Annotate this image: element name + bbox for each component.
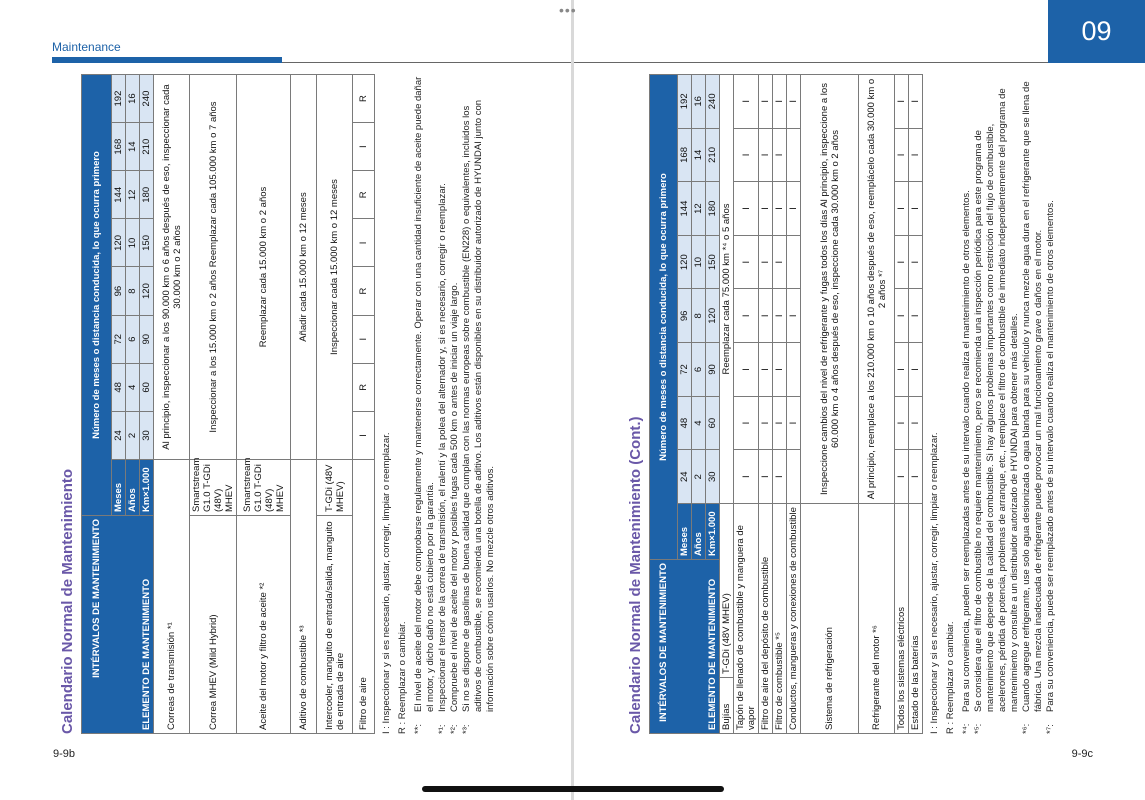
span-text: Reemplazar cada 75.000 km *⁴ o 5 años xyxy=(720,75,734,504)
engine-label: T-GDi (48V MHEV) xyxy=(720,504,734,678)
span-text: Inspeccionar a los 15.000 km o 2 años Reemplazar cada 105.000 km o 7 años xyxy=(190,75,237,460)
rotated-content-right xyxy=(626,74,1101,734)
header-accent-bar xyxy=(52,57,282,63)
more-options-icon[interactable]: ••• xyxy=(559,2,577,18)
item-label: Aditivo de combustible *³ xyxy=(291,460,317,734)
footnote: *³: Si no se dispone de gasolinas de buena calidad que cumplan con las normas europeas sobre combustible (EN228) o equivalentes, incluidos los aditivos de combustible, se recomienda una botella de aditivo. Los aditivos están disponibles en su distribuidor autorizado de HYUNDAI junto con información sobre cómo usarlos. No mezcle otros aditivos. xyxy=(461,99,496,734)
corner-header-bottom: ELEMENTO DE MANTENIMIENTO xyxy=(112,516,154,734)
item-label: Conductos, mangueras y conexiones de combustible xyxy=(787,504,801,734)
footnote: *⁴: Para su conveniencia, pueden ser reemplazadas antes de su intervalo cuando realiza el mantenimiento de otros elementos. xyxy=(961,190,972,734)
table-row: Estado de las baterías I I I I I I I I xyxy=(909,75,923,734)
footnote: *¹: Inspeccionar el tensor de la correa de transmisión, el ralentí y la polea del alternador y, si es necesario, corregir o reemplazar. xyxy=(437,183,448,734)
legend-inspect: I : Inspeccionar y si es necesario, ajustar, corregir, limpiar o reemplazar. xyxy=(381,432,392,734)
page-number-right: 9-9c xyxy=(1071,748,1093,760)
section-header: Maintenance xyxy=(52,40,121,54)
km-row: Km×1.000 30 60 90 120 150 180 210 240 xyxy=(140,75,154,734)
home-indicator[interactable] xyxy=(422,786,724,792)
engine-label: T-GDi (48V MHEV) xyxy=(317,460,353,516)
span-text: Reemplazar cada 15.000 km o 2 años xyxy=(237,75,291,460)
legend-inspect: I : Inspeccionar y si es necesario, ajustar, corregir, limpiar o reemplazar. xyxy=(929,432,940,734)
span-text: Al principio, reemplace a los 210.000 km o 10 años después de eso, reemplácelo cada 30.000 km o 2 años *⁷ xyxy=(859,75,895,504)
row-label: Meses xyxy=(678,504,692,560)
header-rule xyxy=(573,62,1049,63)
table-row: Filtro de aire del depósito de combustible I I I I I I I I xyxy=(759,75,773,734)
rotated-content-left xyxy=(58,74,518,734)
corner-header-top: INTÉRVALOS DE MANTENIMIENTO xyxy=(650,560,678,734)
span-text: Añadir cada 15.000 km o 12 meses xyxy=(291,75,317,460)
table-row xyxy=(720,75,734,734)
item-label: Correas de transmisión *¹ xyxy=(154,460,190,734)
item-label: Filtro de combustible *⁵ xyxy=(773,504,787,734)
km-row: Km×1.000 30 60 90 120 150 180 210 240 xyxy=(706,75,720,734)
footnote: *⁵: Se considera que el filtro de combustible no requiere mantenimiento, pero se recomienda una inspección periódica para este programa de mantenimiento que depende de la calidad del combustible. Si hay algunos problemas importantes como restricción del flujo de combustible, acelerones, pérdida de potencia, problemas de arranque, etc., reemplace el filtro de combustible de inmediato independientemente del programa de mantenimiento y consulte a un distribuidor autorizado de HYUNDAI para obtener más detalles. xyxy=(973,88,1020,734)
row-label: Meses xyxy=(112,460,126,516)
item-label: Todos los sistemas eléctricos xyxy=(895,504,909,734)
footnotes xyxy=(381,74,497,734)
footnote: *²: Compruebe el nivel de aceite del motor y posibles fugas cada 500 km o antes de iniciar un viaje largo. xyxy=(449,282,460,734)
footnote: *⁷: Para su conveniencia, puede ser reemplazado antes de su intervalo cuando realiza el mantenimiento de otros elementos. xyxy=(1045,200,1056,734)
chapter-tab: 09 xyxy=(1048,0,1145,63)
table-row: Filtro de combustible *⁵ I I I I I I I I xyxy=(773,75,787,734)
item-label: Refrigerante del motor *⁶ xyxy=(859,504,895,734)
schedule-title: Calendario Normal de Mantenimiento (Cont.) xyxy=(627,416,644,734)
years-row: Años 2 4 6 8 10 12 14 16 xyxy=(692,75,706,734)
item-label: Sistema de refrigeración xyxy=(801,504,859,734)
header-rule xyxy=(282,62,572,63)
interval-header: Número de meses o distancia conducida, lo que ocurra primero xyxy=(82,75,112,516)
engine-label: Smartstream G1.0 T-GDi (48V) MHEV xyxy=(190,460,237,516)
item-label: Tapón de llenado de combustible y manguera de vapor xyxy=(734,504,759,734)
table-row xyxy=(291,75,317,734)
corner-header-top: INTÉRVALOS DE MANTENIMIENTO xyxy=(82,516,112,734)
span-text: Inspeccione cambios del nivel de refrigerante y fugas todos los días Al principio, inspeccione a los 60.000 km o 4 años después de eso, inspeccione cada 30.000 km o 2 años xyxy=(801,75,859,504)
table-row xyxy=(317,75,353,734)
item-label: Correa MHEV (Mild Hybrid) xyxy=(190,516,237,734)
table-row xyxy=(190,75,237,734)
corner-header-bottom: ELEMENTO DE MANTENIMIENTO xyxy=(678,560,720,734)
page-number-left: 9-9b xyxy=(53,748,76,760)
footnotes xyxy=(929,74,1057,734)
item-label: Intercooler, manguito de entrada/salida, manguito de entrada de aire xyxy=(317,516,353,734)
interval-header: Número de meses o distancia conducida, lo que ocurra primero xyxy=(650,75,678,560)
book-spine xyxy=(571,0,574,800)
item-label: Bujías xyxy=(720,678,734,734)
table-row: Tapón de llenado de combustible y manguera de vapor I I I I I I I I xyxy=(734,75,759,734)
maintenance-table xyxy=(81,74,375,734)
table-row: Todos los sistemas eléctricos I I I I I I I I xyxy=(895,75,909,734)
maintenance-table xyxy=(649,74,923,734)
engine-label: Smartstream G1.0 T-GDi (48V) MHEV xyxy=(237,460,291,516)
months-row: ELEMENTO DE MANTENIMIENTO Meses 24 48 72 96 120 144 168 192 xyxy=(112,75,126,734)
legend-replace: R : Reemplazar o cambiar. xyxy=(945,621,956,734)
left-page xyxy=(0,0,572,800)
table-row xyxy=(154,75,190,734)
table-row xyxy=(859,75,895,734)
span-text: Inspeccionar cada 15.000 km o 12 meses xyxy=(317,75,353,460)
row-label: Años xyxy=(126,460,140,516)
item-label: Estado de las baterías xyxy=(909,504,923,734)
schedule-title: Calendario Normal de Mantenimiento xyxy=(59,468,76,734)
row-label: Km×1.000 xyxy=(706,504,720,560)
row-label: Km×1.000 xyxy=(140,460,154,516)
row-label: Años xyxy=(692,504,706,560)
footnote: **: El nivel de aceite del motor debe comprobarse regularmente y mantenerse correctamente. Operar con una cantidad insuficiente de aceite puede dañar el motor, y dicho daño no está cubierto por la garantía. xyxy=(413,76,436,734)
table-row: Filtro de aire I R I R I R I R xyxy=(353,75,375,734)
item-label: Aceite del motor y filtro de aceite *² xyxy=(237,516,291,734)
table-row xyxy=(237,75,291,734)
table-row: Conductos, mangueras y conexiones de combustible I I I I xyxy=(787,75,801,734)
legend-replace: R : Reemplazar o cambiar. xyxy=(397,621,408,734)
footnote: *⁶: Cuando agregue refrigerante, use solo agua desionizada o agua blanda para su vehículo y nunca mezcle agua dura en el refrigerante que se llena de fábrica. Una mezcla inadecuada de refrigerante puede provocar un mal funcionamiento grave o daños en el motor. xyxy=(1021,81,1044,734)
item-label: Filtro de aire xyxy=(353,460,375,734)
span-text: Al principio, inspeccionar a los 90.000 km o 6 años después de eso, inspeccionar cada 30.000 km o 2 años xyxy=(154,75,190,460)
months-row: ELEMENTO DE MANTENIMIENTO Meses 24 48 72 96 120 144 168 192 xyxy=(678,75,692,734)
table-row xyxy=(801,75,859,734)
years-row: Años 2 4 6 8 10 12 14 16 xyxy=(126,75,140,734)
item-label: Filtro de aire del depósito de combustible xyxy=(759,504,773,734)
